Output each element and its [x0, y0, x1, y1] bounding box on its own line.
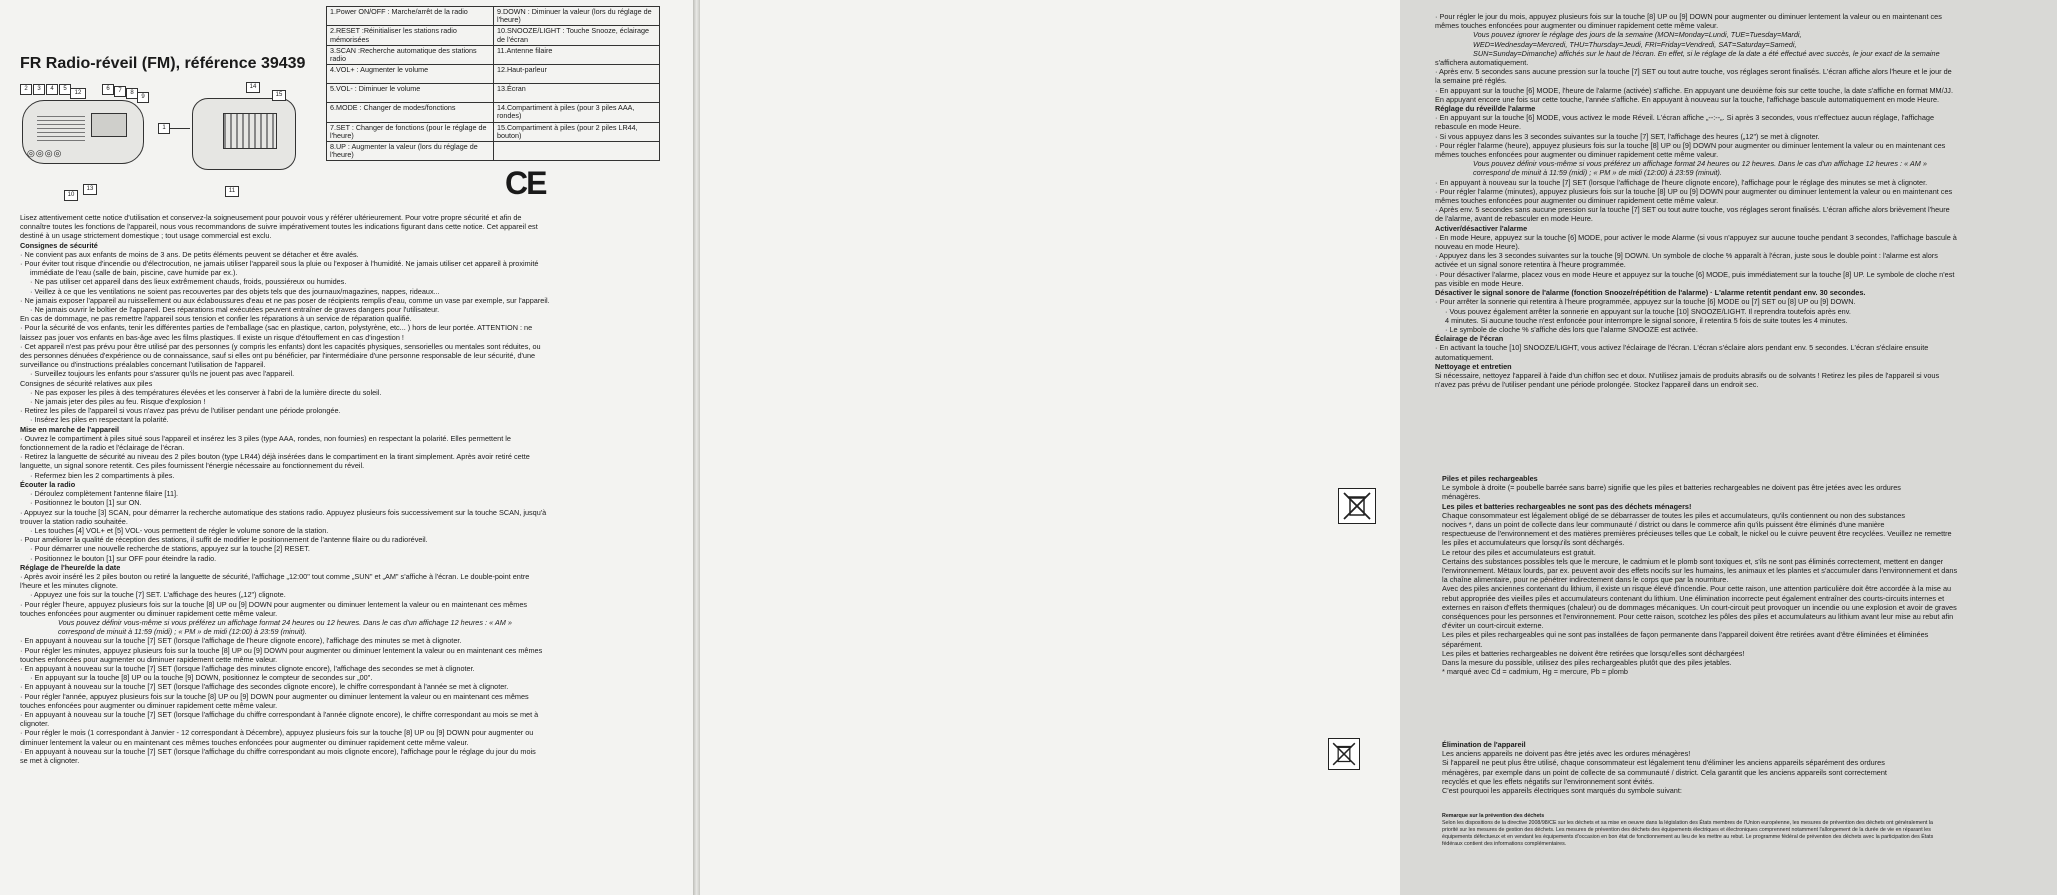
- text-line: · En mode Heure, appuyez sur la touche [6] MODE, pour activer le mode Alarme (si vous n'appuyez sur aucune touche pendant 3 secondes, l'affichage bascule à: [1435, 232, 1957, 242]
- batteries-section: [1442, 474, 2050, 676]
- text-line: équipements défectueux et en vendant les équipements d'occasion en bon état de fonctionnement au lieu de les mettre au rebut. Le programme fédéral de prévention des déchets avec la participation des États: [1442, 834, 1934, 840]
- text-line: Les anciens appareils ne doivent pas être jetés avec les ordures ménagères!: [1442, 749, 1691, 759]
- text-line: touches enfoncées pour augmenter ou diminuer rapidement cette même valeur.: [20, 608, 278, 618]
- callout: 15: [272, 90, 286, 101]
- text-line: · Positionnez le bouton [1] sur ON.: [30, 498, 142, 508]
- display-screen: [91, 113, 127, 137]
- text-line: · Ne jamais jeter des piles au feu. Risque d'explosion !: [30, 397, 206, 407]
- text-line: rebascule en mode Heure.: [1435, 122, 1521, 132]
- text-line: · Pour régler l'année, appuyez plusieurs fois sur la touche [8] UP ou [9] DOWN pour augmenter ou diminuer lentement la valeur ou en maintenant ces mêmes: [20, 691, 529, 701]
- text-line: Si l'appareil ne peut plus être utilisé, chaque consommateur est légalement tenu d'éliminer les anciens appareils séparément des ordures: [1442, 758, 1885, 768]
- text-line: Les piles et batteries rechargeables ne doivent être retirées que lorsqu'elles sont déchargées!: [1442, 648, 1745, 658]
- text-line: fonctionnement de la radio et l'éclairage de l'écran.: [20, 443, 185, 453]
- text-line: · Le symbole de cloche % s'affiche dès lors que l'alarme SNOOZE est activée.: [1445, 324, 1698, 334]
- text-line: · Pour régler l'heure, appuyez plusieurs fois sur la touche [8] UP ou [9] DOWN pour augmenter ou diminuer lentement la valeur ou en maintenant ces mêmes: [20, 599, 528, 609]
- text-line: clignoter.: [20, 719, 50, 729]
- key-cell: 15.Compartiment à piles (pour 2 piles LR44, bouton): [494, 122, 660, 141]
- key-cell: 12.Haut-parleur: [494, 65, 660, 84]
- text-line: Le symbole à droite (= poubelle barrée sans barre) signifie que les piles et batteries rechargeables ne doivent pas être jetées avec les ordures: [1442, 483, 1901, 493]
- text-line: Vous pouvez ignorer le réglage des jours de la semaine (MON=Monday=Lundi, TUE=Tuesday=Mardi,: [1473, 30, 1802, 40]
- text-line: rebut appropriée des vieilles piles et accumulateurs contenant du lithium. Une élimination incorrecte peut également entraîner des courts-circuits internes et: [1442, 593, 1945, 603]
- text-line: · Pour arrêter la sonnerie qui retentira à l'heure programmée, appuyez sur la touche [6] MODE ou [7] SET ou [8] UP ou [9] DOWN.: [1435, 297, 1856, 307]
- text-line: · Pour la sécurité de vos enfants, tenir les différentes parties de l'emballage (sac en plastique, carton, polystyrène, etc... ) hors de leur portée. ATTENTION : ne: [20, 323, 533, 333]
- text-line: · En activant la touche [10] SNOOZE/LIGHT, vous activez l'éclairage de l'écran. L'écran s'éclaire alors pendant env. 5 secondes. L'écran s'éclaire ensuite: [1435, 343, 1929, 353]
- text-line: · En appuyant sur la touche [6] MODE, vous activez le mode Réveil. L'écran affiche „--:--„. Si après 3 secondes, vous n'effectuez aucun réglage, l'affichage: [1435, 113, 1935, 123]
- text-line: nouveau en mode Heure).: [1435, 242, 1520, 252]
- text-line: · Refermez bien les 2 compartiments à piles.: [30, 470, 175, 480]
- text-line: · Vous pouvez également arrêter la sonnerie en appuyant sur la touche [10] SNOOZE/LIGHT. Il reprendra toutefois après env.: [1445, 306, 1851, 316]
- text-line: se met à clignoter.: [20, 755, 80, 765]
- page-title: FR Radio-réveil (FM), référence 39439: [20, 55, 306, 72]
- text-line: · Pour améliorer la qualité de réception des stations, il suffit de modifier le positionnement de l'antenne filaire ou du radioréveil.: [20, 535, 428, 545]
- text-line: · Pour régler l'alarme (minutes), appuyez plusieurs fois sur la touche [8] UP ou [9] DOWN pour augmenter ou diminuer lentement la valeur ou en maintenant ces: [1435, 186, 1953, 196]
- text-line: des personnes dénuées d'expérience ou de connaissance, sauf si elles ont pu bénéficier, par l'intermédiaire d'une personne responsable de leur sécurité, d'une: [20, 351, 536, 361]
- radio-front-illustration: [22, 100, 144, 164]
- text-line: · En appuyant sur la touche [8] UP ou la touche [9] DOWN, positionnez le compteur de secondes sur „00".: [30, 673, 373, 683]
- speaker-grille: [37, 113, 85, 141]
- section-heading: Nettoyage et entretien: [1435, 361, 1512, 371]
- key-cell: 2.RESET :Réinitialiser les stations radio mémorisées: [327, 26, 494, 45]
- text-line: · En appuyant à nouveau sur la touche [7] SET (lorsque l'affichage du chiffre correspondant à l'année clignote encore), le chiffre correspondant au mois se met à: [20, 709, 539, 719]
- key-cell: 11.Antenne filaire: [494, 45, 660, 64]
- key-cell: 4.VOL+ : Augmenter le volume: [327, 65, 494, 84]
- text-line: · Appuyez une fois sur la touche [7] SET. L'affichage des heures („12") clignote.: [30, 590, 286, 600]
- text-line: SUN=Sunday=Dimanche) affichés sur le haut de l'écran. En effet, si le réglage de la date a été effectué avec succès, le jour exact de la semaine: [1473, 48, 1940, 58]
- text-line: WED=Wednesday=Mercredi, THU=Thursday=Jeudi, FRI=Friday=Vendredi, SAT=Saturday=Samedi,: [1473, 39, 1797, 49]
- crossed-bin-battery-icon: [1338, 488, 1376, 524]
- key-cell: [494, 142, 660, 161]
- text-line: Consignes de sécurité relatives aux piles: [20, 378, 153, 388]
- text-line: Avec des piles anciennes contenant du lithium, il existe un risque élevé d'incendie. Pour cette raison, une attention particulière doit être accordée à la mise au: [1442, 584, 1952, 594]
- text-line: · Pour démarrer une nouvelle recherche de stations, appuyez sur la touche [2] RESET.: [30, 544, 310, 554]
- callout: 6: [102, 84, 114, 95]
- text-line: · Ne jamais ouvrir le boîtier de l'appareil. Des réparations mal exécutées peuvent entraîner de graves dangers pour l'utilisateur.: [30, 305, 440, 315]
- callout: 13: [83, 184, 97, 195]
- key-cell: 14.Compartiment à piles (pour 3 piles AAA, rondes): [494, 103, 660, 122]
- text-line: Certains des substances possibles tels que le mercure, le cadmium et le plomb sont toxiques et, s'ils ne sont pas éliminés correctement, mettent en danger: [1442, 556, 1944, 566]
- section-heading: Consignes de sécurité: [20, 240, 98, 250]
- key-row: [327, 142, 660, 161]
- key-row: [327, 7, 660, 26]
- key-cell: 1.Power ON/OFF : Marche/arrêt de la radio: [327, 7, 494, 26]
- text-line: conséquences pour les personnes et l'environnement. Pour cette raison, scotchez les pôles des piles et accumulateurs au lithium avant leur mise au rebut afin: [1442, 612, 1954, 622]
- callout: 2: [20, 84, 32, 95]
- text-line: priorité sur les mesures de gestion des déchets. Les mesures de prévention des déchets des équipements électriques et électroniques comprennent notamment l'allongement de la durée de vie en réparant les: [1442, 827, 1931, 833]
- text-line: Le retour des piles et accumulateurs est gratuit.: [1442, 547, 1596, 557]
- callout: 14: [246, 82, 260, 93]
- text-line: C'est pourquoi les appareils électriques sont marqués du symbole suivant:: [1442, 786, 1682, 796]
- front-buttons: ◎◎◎◎: [27, 148, 63, 158]
- key-cell: 7.SET : Changer de fonctions (pour le réglage de l'heure): [327, 122, 494, 141]
- text-line: de l'alarme, avant de rebasculer en mode Heure.: [1435, 214, 1593, 224]
- section-heading: Désactiver le signal sonore de l'alarme (fonction Snooze/répétition de l'alarme) · L'alarme retentit pendant env. 30 secondes.: [1435, 288, 1866, 298]
- text-line: · Pour régler le jour du mois, appuyez plusieurs fois sur la touche [8] UP ou [9] DOWN pour augmenter ou diminuer lentement la valeur ou en maintenant ces: [1435, 12, 1942, 21]
- callout: 1: [158, 123, 170, 134]
- text-line: s'affichera automatiquement.: [1435, 58, 1529, 68]
- text-line: automatiquement.: [1435, 352, 1494, 362]
- page-gutter: [693, 0, 700, 895]
- left-page: [0, 0, 693, 895]
- text-line: trouver la station radio souhaitée.: [20, 516, 128, 526]
- text-line: ménagères.: [1442, 492, 1481, 502]
- key-row: [327, 84, 660, 103]
- callout: 12: [70, 88, 86, 99]
- key-row: [327, 122, 660, 141]
- text-line: · En appuyant à nouveau sur la touche [7] SET (lorsque l'affichage du chiffre correspondant au mois clignote encore), l'affichage pour le réglage du jour du mois: [20, 746, 536, 756]
- text-line: · En appuyant sur la touche [6] MODE, l'heure de l'alarme (activée) s'affiche. En appuyant une deuxième fois sur cette touche, la date s'affiche en format MM/JJ.: [1435, 85, 1953, 95]
- right-body-text: [1435, 12, 2057, 389]
- text-line: mêmes touches enfoncées pour augmenter ou diminuer rapidement cette même valeur.: [1435, 196, 1719, 206]
- section-heading: Écouter la radio: [20, 479, 76, 489]
- right-page: [700, 0, 1958, 895]
- ce-mark: CE: [505, 165, 546, 201]
- text-line: respectueuse de l'environnement et des matières premières précieuses telles que Le cobalt, le nickel ou le cuivre peuvent être recyclées. Veuillez ne remettre: [1442, 529, 1952, 539]
- section-heading: Les piles et batteries rechargeables ne sont pas des déchets ménagers!: [1442, 501, 1692, 511]
- text-line: la chaîne alimentaire, pour ne pénétrer indirectement dans le corps que par la nourriture.: [1442, 575, 1729, 585]
- text-line: séparément.: [1442, 639, 1483, 649]
- text-line: touches enfoncées pour augmenter ou diminuer rapidement cette même valeur.: [20, 654, 278, 664]
- text-line: · Ouvrez le compartiment à piles situé sous l'appareil et insérez les 3 piles (type AAA, rondes, non fournies) en respectant la polarité. Elles permettent le: [20, 433, 511, 443]
- key-row: [327, 45, 660, 64]
- text-line: les piles et accumulateurs que lorsqu'ils sont déchargés.: [1442, 538, 1625, 548]
- text-line: d'éviter un court-circuit externe.: [1442, 621, 1544, 631]
- text-line: · Ne convient pas aux enfants de moins de 3 ans. De petits éléments peuvent se détacher et être avalés.: [20, 249, 359, 259]
- disposal-section: [1442, 740, 2050, 795]
- left-body-text: [20, 213, 670, 765]
- section-heading: Élimination de l'appareil: [1442, 740, 1526, 749]
- key-cell: 6.MODE : Changer de modes/fonctions: [327, 103, 494, 122]
- waste-prevention-note: [1442, 813, 2046, 848]
- text-line: · Après avoir inséré les 2 piles bouton ou retiré la languette de sécurité, l'affichage „12:00" tout comme „SUN" et „AM" s'affiche à l'écran. Le double-point entre: [20, 571, 530, 581]
- callout: 11: [225, 186, 239, 197]
- callout: 7: [114, 86, 126, 97]
- key-row: [327, 103, 660, 122]
- section-heading: Réglage du réveil/de l'alarme: [1435, 104, 1536, 114]
- text-line: · Déroulez complètement l'antenne filaire [11].: [30, 489, 179, 499]
- text-line: l'heure et les minutes clignote.: [20, 581, 118, 591]
- section-heading: Activer/désactiver l'alarme: [1435, 223, 1528, 233]
- text-line: · En appuyant à nouveau sur la touche [7] SET (lorsque l'affichage de l'heure clignote encore), l'affichage pour le réglage des minutes se met à clignoter.: [1435, 177, 1928, 187]
- text-line: · En appuyant à nouveau sur la touche [7] SET (lorsque l'affichage des secondes clignote encore), le chiffre correspondant à l'année se met à clignoter.: [20, 682, 509, 692]
- text-line: · En appuyant à nouveau sur la touche [7] SET (lorsque l'affichage de l'heure clignote encore), l'affichage des minutes se met à clignoter.: [20, 636, 462, 646]
- text-line: · Appuyez dans les 3 secondes suivantes sur la touche [9] DOWN. Un symbole de cloche % apparaît à l'écran, juste sous le double point : l'alarme est alors: [1435, 251, 1938, 261]
- text-line: Lisez attentivement cette notice d'utilisation et conservez-la soigneusement pour pouvoir vous y référer ultérieurement. Pour votre propre sécurité et afin de: [20, 213, 522, 222]
- text-line: · Ne pas exposer les piles à des températures élevées et les conserver à l'abri de la lumière directe du soleil.: [30, 387, 382, 397]
- key-row: [327, 26, 660, 45]
- text-line: En cas de dommage, ne pas remettre l'appareil sous tension et confier les réparations à un service de réparation qualifié.: [20, 314, 412, 324]
- text-line: · Veillez à ce que les ventilations ne soient pas recouvertes par des objets tels que des journaux/magazines, nappes, rideaux...: [30, 286, 440, 296]
- text-line: · Pour désactiver l'alarme, placez vous en mode Heure et appuyez sur la touche [6] MODE, puis immédiatement sur la touche [8] UP. Le symbole de cloche n'est: [1435, 269, 1955, 279]
- text-line: · Si vous appuyez dans les 3 secondes suivantes sur la touche [7] SET, l'affichage des heures („12") se met à clignoter.: [1435, 131, 1820, 141]
- text-line: Vous pouvez définir vous-même si vous préférez un affichage format 24 heures ou 12 heures. Dans le cas d'un affichage 12 heures : « AM »: [1473, 159, 1927, 169]
- key-cell: 9.DOWN : Diminuer la valeur (lors du réglage de l'heure): [494, 7, 660, 26]
- text-line: l'environnement. Métaux lourds, par ex. peuvent avoir des effets nocifs sur les humains, les animaux et les plantes et s'accumuler dans l'environnement et dans: [1442, 566, 1958, 576]
- text-line: languette, un signal sonore retentit. Ces piles fournissent l'énergie nécessaire au fonctionnement du réveil.: [20, 461, 365, 471]
- key-cell: 10.SNOOZE/LIGHT : Touche Snooze, éclairage de l'écran: [494, 26, 660, 45]
- text-line: · Après env. 5 secondes sans aucune pression sur la touche [7] SET ou tout autre touche, vos réglages seront finalisés. L'écran affiche alors brièvement l'heure: [1435, 205, 1950, 215]
- callout: 8: [126, 88, 138, 99]
- radio-back-illustration: [192, 98, 296, 170]
- text-line: surveillance ou d'instructions préalables concernant l'utilisation de l'appareil.: [20, 360, 266, 370]
- text-line: · Après env. 5 secondes sans aucune pression sur la touche [7] SET ou tout autre touche, vos réglages seront finalisés. L'écran affiche alors l'heure et le jour de: [1435, 67, 1952, 77]
- callout: 4: [46, 84, 58, 95]
- text-line: n'avez pas prévu de l'utiliser pendant une période prolongée. Stockez l'appareil dans un endroit sec.: [1435, 380, 1759, 390]
- text-line: Selon les dispositions de la directive 2008/98/CE sur les déchets et sa mise en oeuvre dans la législation des États membres de l'Union européenne, les mesures de prévention des déchets ont généralement la: [1442, 820, 1933, 826]
- text-line: Dans la mesure du possible, utilisez des piles rechargeables plutôt que des piles jetables.: [1442, 658, 1732, 668]
- text-line: Vous pouvez définir vous-même si vous préférez un affichage format 24 heures ou 12 heures. Dans le cas d'un affichage 12 heures : « AM »: [58, 617, 512, 627]
- text-line: · Pour régler les minutes, appuyez plusieurs fois sur la touche [8] UP ou [9] DOWN pour augmenter ou diminuer lentement la valeur ou en maintenant ces mêmes: [20, 645, 543, 655]
- text-line: activée et un signal sonore retentira à l'heure programmée.: [1435, 260, 1626, 270]
- key-cell: 5.VOL- : Diminuer le volume: [327, 84, 494, 103]
- text-line: · Cet appareil n'est pas prévu pour être utilisé par des personnes (y compris les enfants) dont les capacités physiques, sensorielles ou mentales sont réduites, ou: [20, 341, 541, 351]
- text-line: Chaque consommateur est légalement obligé de se débarrasser de toutes les piles et accumulateurs, qu'ils contiennent ou non des substances: [1442, 510, 1905, 520]
- text-line: · Surveillez toujours les enfants pour s'assurer qu'ils ne jouent pas avec l'appareil.: [30, 369, 295, 379]
- text-line: * marqué avec Cd = cadmium, Hg = mercure, Pb = plomb: [1442, 667, 1628, 677]
- callout: 10: [64, 190, 78, 201]
- text-line: mêmes touches enfoncées pour augmenter ou diminuer rapidement cette même valeur.: [1435, 150, 1719, 160]
- text-line: fédéraux contient des informations complémentaires.: [1442, 841, 1567, 847]
- text-line: correspond de minuit à 11:59 (midi) ; « PM » de midi (12:00) à 23:59 (minuit).: [58, 627, 307, 637]
- callout: 9: [137, 92, 149, 103]
- text-line: connaître toutes les fonctions de l'appareil, nous vous recommandons de suivre impérativement toutes les indications figurant dans cette notice. Cet appareil est: [20, 222, 538, 232]
- text-line: · Ne jamais exposer l'appareil au ruissellement ou aux éclaboussures d'eau et ne pas poser de récipients remplis d'eau, comme un vase par exemple, sur l'appareil.: [20, 295, 550, 305]
- text-line: immédiate de l'eau (salle de bain, piscine, cave humide par ex.).: [30, 268, 238, 278]
- text-line: laissez pas jouer vos enfants en bas-âge avec les films plastiques. Il existe un risque d'étouffement en cas d'ingestion !: [20, 332, 404, 342]
- text-line: la semaine pré réglés.: [1435, 76, 1507, 86]
- text-line: diminuer lentement la valeur ou en maintenant ces mêmes touches enfoncées pour augmenter ou diminuer rapidement cette même valeur.: [20, 737, 469, 747]
- callout: 3: [33, 84, 45, 95]
- text-line: · En appuyant à nouveau sur la touche [7] SET (lorsque l'affichage des minutes clignote encore), l'affichage des secondes se met à clignoter.: [20, 663, 475, 673]
- text-line: destiné à un usage strictement domestique ; tout usage commercial est exclu.: [20, 231, 272, 241]
- text-line: · Les touches [4] VOL+ et [5] VOL- vous permettent de régler le volume sonore de la station.: [30, 525, 329, 535]
- text-line: Les piles et piles rechargeables qui ne sont pas installées de façon permanente dans l'appareil doivent être retirées avant d'être éliminées et éliminées: [1442, 630, 1929, 640]
- text-line: externes en raison d'effets thermiques (chaleur) ou de dommages mécaniques. Un court-circuit peut provoquer un incendie ou une explosion et avoir de graves: [1442, 602, 1957, 612]
- text-line: Si nécessaire, nettoyez l'appareil à l'aide d'un chiffon sec et doux. N'utilisez jamais de produits abrasifs ou de solvants ! Retirez les piles de l'appareil si vous: [1435, 370, 1940, 380]
- text-line: · Ne pas utiliser cet appareil dans des lieux extrêmement chauds, froids, poussiéreux ou humides.: [30, 277, 347, 287]
- text-line: pas visible en mode Heure.: [1435, 278, 1524, 288]
- section-heading: Réglage de l'heure/de la date: [20, 562, 121, 572]
- key-row: [327, 65, 660, 84]
- text-line: ménagères, par exemple dans un point de collecte de sa communauté / district. Cela garantit que les anciens appareils sont correctement: [1442, 767, 1887, 777]
- text-line: · Pour régler l'alarme (heure), appuyez plusieurs fois sur la touche [8] UP ou [9] DOWN pour augmenter ou diminuer lentement la valeur ou en maintenant ces: [1435, 140, 1946, 150]
- section-heading: Remarque sur la prévention des déchets: [1442, 813, 1545, 819]
- key-cell: 8.UP : Augmenter la valeur (lors du réglage de l'heure): [327, 142, 494, 161]
- section-heading: Piles et piles rechargeables: [1442, 474, 1538, 483]
- text-line: · Pour éviter tout risque d'incendie ou d'électrocution, ne jamais utiliser l'appareil sous la pluie ou l'exposer à l'humidité. Ne jamais utiliser cet appareil à proximité: [20, 259, 539, 269]
- key-cell: 13.Écran: [494, 84, 660, 103]
- text-line: nocives *, dans un point de collecte dans leur communauté / district ou dans le commerce afin qu'ils puissent être éliminés d'une manière: [1442, 520, 1885, 530]
- crossed-bin-device-icon: [1328, 738, 1360, 770]
- text-line: mêmes touches enfoncées pour augmenter ou diminuer rapidement cette même valeur.: [1435, 21, 1719, 31]
- battery-compartment: [223, 113, 277, 149]
- text-line: En appuyant encore une fois sur cette touche, l'année s'affiche. En appuyant à nouveau sur la touche, l'affichage bascule automatiquement en mode Heure.: [1435, 94, 1940, 104]
- key-legend-table: [326, 6, 660, 161]
- section-heading: Mise en marche de l'appareil: [20, 424, 120, 434]
- text-line: touches enfoncées pour augmenter ou diminuer rapidement cette même valeur.: [20, 700, 278, 710]
- key-cell: 3.SCAN :Recherche automatique des stations radio: [327, 45, 494, 64]
- text-line: · Positionnez le bouton [1] sur OFF pour éteindre la radio.: [30, 553, 217, 563]
- text-line: correspond de minuit à 11:59 (midi) ; « PM » de midi (12:00) à 23:59 (minuit).: [1473, 168, 1722, 178]
- text-line: · Appuyez sur la touche [3] SCAN, pour démarrer la recherche automatique des stations radio. Appuyez plusieurs fois successivement sur la touche SCAN, jusqu'à: [20, 507, 547, 517]
- text-line: · Retirez les piles de l'appareil si vous n'avez pas prévu de l'utiliser pendant une période prolongée.: [20, 406, 341, 416]
- callout: 5: [59, 84, 71, 95]
- section-heading: Éclairage de l'écran: [1435, 334, 1504, 344]
- text-line: · Insérez les piles en respectant la polarité.: [30, 415, 169, 425]
- text-line: recyclés et que les effets négatifs sur l'environnement sont évités.: [1442, 776, 1655, 786]
- text-line: 4 minutes. Si aucune touche n'est enfoncée pour interrompre le signal sonore, il retentira 5 fois de suite toutes les 4 minutes.: [1445, 315, 1848, 325]
- text-line: · Retirez la languette de sécurité au niveau des 2 piles bouton (type LR44) déjà insérées dans le compartiment en la tirant simplement. Après avoir retiré cette: [20, 452, 530, 462]
- text-line: · Pour régler le mois (1 correspondant à Janvier - 12 correspondant à Décembre), appuyez plusieurs fois sur la touche [8] UP ou [9] DOWN pour augmenter ou: [20, 728, 534, 738]
